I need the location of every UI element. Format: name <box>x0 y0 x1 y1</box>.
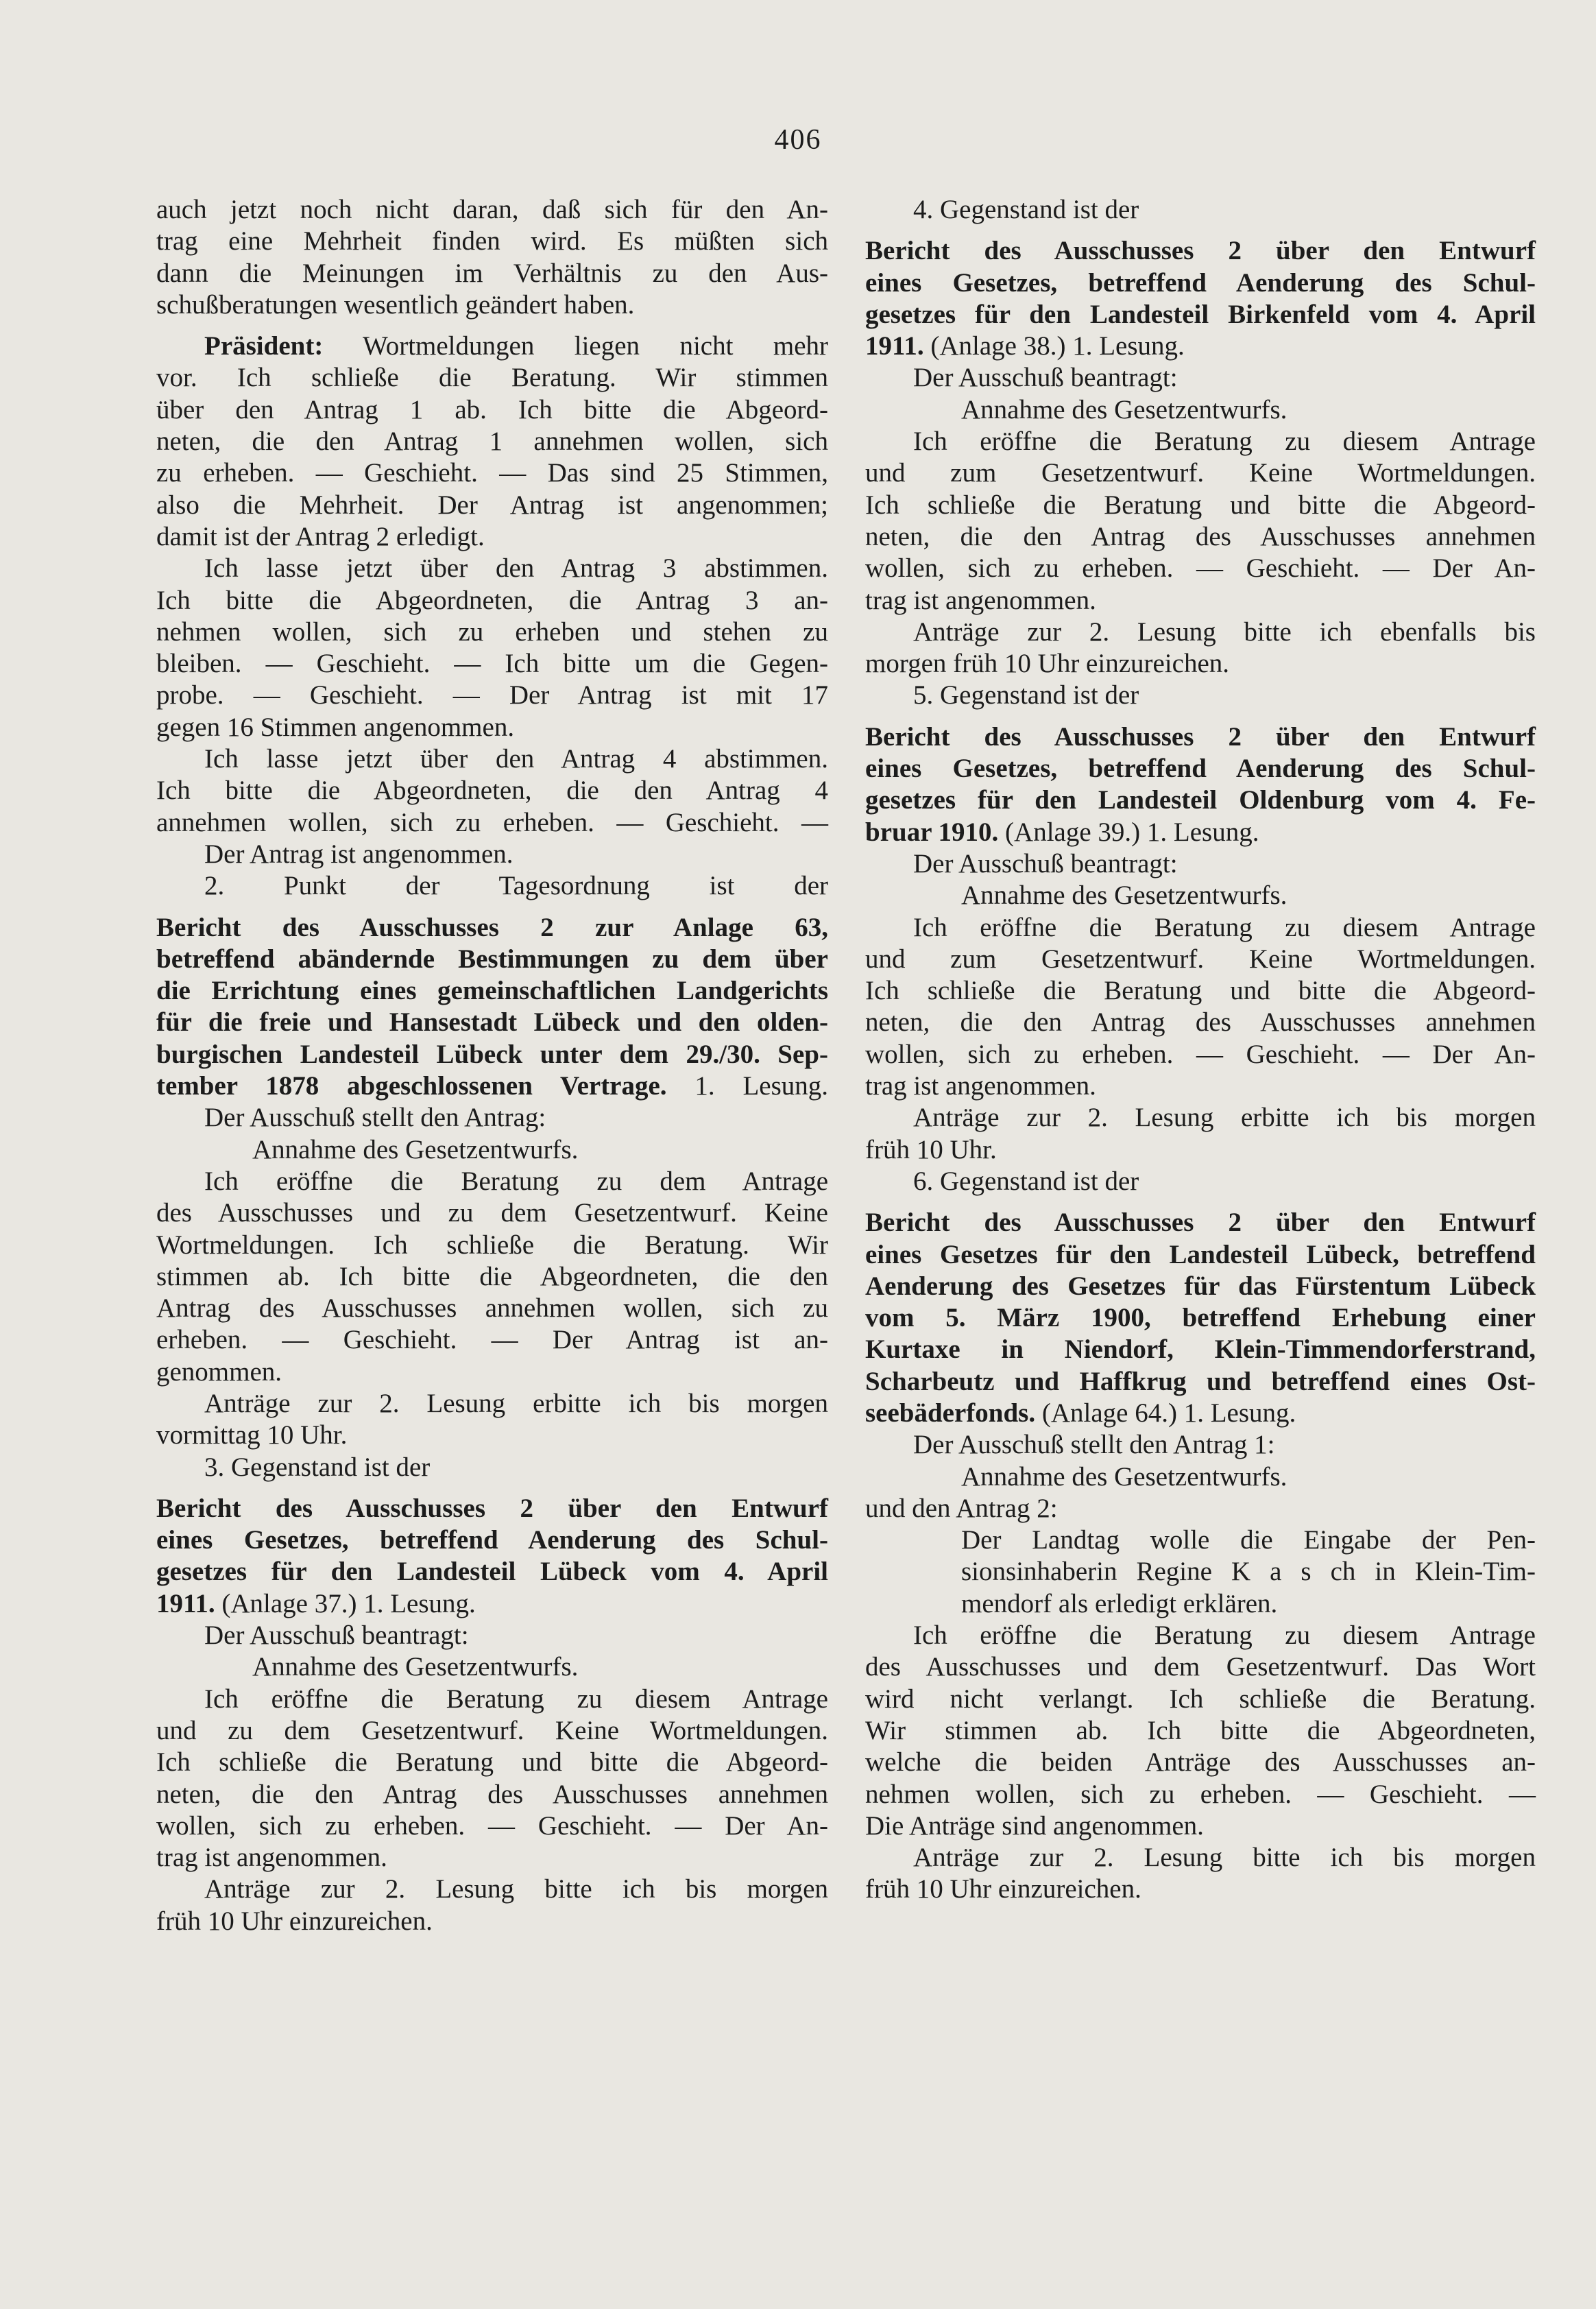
line-text: Bericht des Ausschusses 2 über den Entwurf <box>156 1493 828 1523</box>
line-text: schußberatungen wesentlich geändert haben. <box>156 289 635 320</box>
text-line <box>865 1166 1536 1197</box>
line-text: wollen, sich zu erheben. — Geschieht. — Der An- <box>865 553 1536 584</box>
line-text: Anträge zur 2. Lesung erbitte ich bis morgen <box>204 1388 828 1418</box>
text-line <box>156 426 828 457</box>
line-text: bleiben. — Geschieht. — Ich bitte um die Gegen- <box>156 649 828 679</box>
text-line <box>865 1556 1536 1588</box>
line-text: Ich eröffne die Beratung zu diesem Antrage <box>913 1620 1536 1651</box>
line-text: des Ausschusses und zu dem Gesetzentwurf. Keine <box>156 1198 828 1228</box>
line-text: trag eine Mehrheit finden wird. Es müßten sich <box>156 226 828 256</box>
text-line <box>865 848 1536 880</box>
text-line <box>865 617 1536 648</box>
line-text: eines Gesetzes, betreffend Aenderung des Schul- <box>156 1525 828 1555</box>
text-line <box>156 1039 828 1070</box>
line-text: und zu dem Gesetzentwurf. Keine Wortmeldungen. <box>156 1715 828 1745</box>
text-line <box>156 331 828 362</box>
line-text: Anträge zur 2. Lesung bitte ich bis morgen <box>913 1843 1536 1873</box>
line-text: eines Gesetzes, betreffend Aenderung des Schul- <box>865 754 1536 784</box>
text-line <box>156 912 828 944</box>
bold-text: seebäderfonds. <box>865 1398 1036 1428</box>
line-text: gegen 16 Stimmen angenommen. <box>156 712 515 742</box>
line-text: Bericht des Ausschusses 2 über den Entwurf <box>865 1208 1536 1238</box>
text-line <box>865 1810 1536 1842</box>
text-line <box>156 490 828 521</box>
line-text: Die Anträge sind angenommen. <box>865 1810 1204 1841</box>
line-text: betreffend abändernde Bestimmungen zu dem über <box>156 944 828 974</box>
text-line <box>865 1874 1536 1905</box>
text-line <box>156 362 828 394</box>
line-text: nehmen wollen, sich zu erheben und stehen zu <box>156 617 828 647</box>
line-text: Ich eröffne die Beratung zu diesem Antrage <box>204 1684 828 1714</box>
text-line <box>156 1493 828 1524</box>
line-text: Ich schließe die Beratung und bitte die Abgeord- <box>865 976 1536 1006</box>
text-line <box>156 617 828 648</box>
line-text: zu erheben. — Geschieht. — Das sind 25 Stimmen, <box>156 458 828 488</box>
line-text: Ich schließe die Beratung und bitte die Abgeord- <box>156 1747 828 1778</box>
text-line <box>156 1166 828 1197</box>
speaker-label: Präsident: <box>204 331 324 361</box>
line-text: 2. Punkt der Tagesordnung ist der <box>204 871 828 901</box>
text-line <box>865 585 1536 617</box>
line-text: Kurtaxe in Niendorf, Klein-Timmendorferstrand, <box>865 1335 1536 1365</box>
text-line <box>865 680 1536 711</box>
text-line <box>156 553 828 584</box>
line-text: Bericht des Ausschusses 2 über den Entwurf <box>865 721 1536 752</box>
text-line <box>865 648 1536 680</box>
line-text: Annahme des Gesetzentwurfs. <box>961 1461 1287 1492</box>
line-text: also die Mehrheit. Der Antrag ist angenommen; <box>156 490 828 520</box>
line-text: eines Gesetzes, betreffend Aenderung des Schul- <box>865 267 1536 298</box>
text-line <box>865 1429 1536 1461</box>
line-text: Der Ausschuß beantragt: <box>913 363 1178 393</box>
text-line <box>156 1293 828 1324</box>
bold-text: bruar 1910. <box>865 817 999 847</box>
text-line <box>865 1588 1536 1620</box>
text-line <box>156 457 828 489</box>
text-line <box>865 1651 1536 1683</box>
text-line <box>156 1747 828 1778</box>
text-line <box>156 743 828 775</box>
line-text: Der Ausschuß beantragt: <box>913 848 1178 878</box>
line-text: 4. Gegenstand ist der <box>913 195 1139 224</box>
line-text: neten, die den Antrag des Ausschusses annehmen <box>156 1779 828 1809</box>
line-text: Der Ausschuß beantragt: <box>204 1620 469 1651</box>
text-line <box>865 394 1536 426</box>
text-line <box>865 362 1536 394</box>
line-text: Annahme des Gesetzentwurfs. <box>252 1134 579 1164</box>
text-line <box>865 1461 1536 1493</box>
line-text: die Errichtung eines gemeinschaftlichen Landgerichts <box>156 976 828 1006</box>
line-text: Anträge zur 2. Lesung erbitte ich bis morgen <box>913 1103 1536 1133</box>
line-text: morgen früh 10 Uhr einzureichen. <box>865 649 1230 679</box>
text-line <box>865 553 1536 584</box>
line-text: Bericht des Ausschusses 2 über den Entwurf <box>865 236 1536 266</box>
text-line <box>156 1197 828 1229</box>
text-line <box>865 1715 1536 1747</box>
line-text: Anträge zur 2. Lesung bitte ich ebenfalls bis <box>913 617 1536 647</box>
line-text: damit ist der Antrag 2 erledigt. <box>156 521 485 551</box>
text-line <box>156 1102 828 1134</box>
text-line <box>865 194 1536 226</box>
text-line <box>156 1620 828 1651</box>
text-line <box>865 267 1536 299</box>
line-text: und zum Gesetzentwurf. Keine Wortmeldungen. <box>865 944 1536 974</box>
text-line <box>156 839 828 870</box>
line-text: trag ist angenommen. <box>865 1071 1096 1101</box>
line-text: trag ist angenommen. <box>865 585 1096 615</box>
bold-text: 1911. <box>156 1588 215 1618</box>
line-text: Ich lasse jetzt über den Antrag 4 abstimmen. <box>204 744 828 774</box>
text-line <box>156 1842 828 1874</box>
text-line <box>156 1556 828 1588</box>
text-line <box>865 1620 1536 1651</box>
text-line <box>865 785 1536 816</box>
right-column <box>865 194 1536 1906</box>
text-line <box>865 1747 1536 1778</box>
line-text: früh 10 Uhr einzureichen. <box>865 1874 1141 1904</box>
line-text: burgischen Landesteil Lübeck unter dem 29./30. Sep- <box>156 1039 828 1069</box>
text-line <box>156 1134 828 1166</box>
line-text: für die freie und Hansestadt Lübeck und den olden- <box>156 1007 828 1038</box>
line-text: Annahme des Gesetzentwurfs. <box>252 1652 579 1682</box>
line-text: neten, die den Antrag des Ausschusses annehmen <box>865 1007 1536 1038</box>
line-text: neten, die den Antrag des Ausschusses annehmen <box>865 521 1536 551</box>
text-line <box>865 1007 1536 1038</box>
line-text: über den Antrag 1 ab. Ich bitte die Abgeord- <box>156 394 828 424</box>
text-line <box>156 944 828 975</box>
text-line <box>865 426 1536 457</box>
line-text: Wir stimmen ab. Ich bitte die Abgeordneten, <box>865 1715 1536 1745</box>
text-line <box>156 226 828 257</box>
text-line <box>156 1779 828 1810</box>
text-line <box>156 521 828 553</box>
line-text: des Ausschusses und dem Gesetzentwurf. Das Wort <box>865 1652 1536 1682</box>
text-line <box>156 585 828 617</box>
line-text: vor. Ich schließe die Beratung. Wir stimmen <box>156 363 828 393</box>
line-text: Wortmeldungen. Ich schließe die Beratung. Wir <box>156 1230 828 1260</box>
text-line <box>156 1651 828 1683</box>
text-line <box>865 975 1536 1007</box>
page-number: 406 <box>774 124 822 156</box>
line-text: Der Ausschuß stellt den Antrag 1: <box>913 1430 1275 1460</box>
text-line <box>156 1588 828 1620</box>
line-text: Scharbeutz und Haffkrug und betreffend eines Ost- <box>865 1366 1536 1396</box>
line-text: früh 10 Uhr. <box>865 1134 997 1164</box>
text-line <box>865 1398 1536 1429</box>
text-line <box>156 1070 828 1102</box>
text-line <box>865 753 1536 785</box>
text-line <box>865 1779 1536 1810</box>
text-line <box>865 1366 1536 1398</box>
text-line <box>865 331 1536 362</box>
line-text: trag ist angenommen. <box>156 1843 387 1873</box>
line-text: 1. Lesung. <box>666 1071 828 1101</box>
line-text: Der Antrag ist angenommen. <box>204 839 513 869</box>
text-line <box>156 258 828 289</box>
line-text: nehmen wollen, sich zu erheben. — Geschieht. — <box>865 1779 1536 1809</box>
line-text: gesetzes für den Landesteil Oldenburg vom 4. Fe- <box>865 785 1536 815</box>
text-line <box>865 1070 1536 1102</box>
line-text: früh 10 Uhr einzureichen. <box>156 1906 433 1936</box>
text-line <box>156 1356 828 1388</box>
text-line <box>156 870 828 902</box>
line-text: Ich eröffne die Beratung zu diesem Antrage <box>913 912 1536 942</box>
bold-text: 1911. <box>865 331 924 361</box>
text-line <box>156 1524 828 1556</box>
line-text: 6. Gegenstand ist der <box>913 1166 1139 1196</box>
text-line <box>865 817 1536 848</box>
bold-text: tember 1878 abgeschlossenen Vertrage. <box>156 1071 667 1101</box>
line-text: wird nicht verlangt. Ich schließe die Beratung. <box>865 1684 1536 1714</box>
text-line <box>156 775 828 806</box>
text-line <box>865 1207 1536 1239</box>
text-line <box>865 1271 1536 1302</box>
line-text: auch jetzt noch nicht daran, daß sich für den An- <box>156 195 828 224</box>
line-text: Ich bitte die Abgeordneten, die den Antrag 4 <box>156 776 828 806</box>
text-line <box>865 912 1536 944</box>
line-text: 3. Gegenstand ist der <box>204 1452 431 1482</box>
text-line <box>865 490 1536 521</box>
text-line <box>865 721 1536 753</box>
line-text: Ich lasse jetzt über den Antrag 3 abstimmen. <box>204 553 828 584</box>
text-line <box>156 1324 828 1356</box>
text-line <box>865 1334 1536 1365</box>
line-text: (Anlage 64.) 1. Lesung. <box>1035 1398 1296 1428</box>
text-line <box>156 1906 828 1937</box>
line-text: eines Gesetzes für den Landesteil Lübeck, betreffend <box>865 1239 1536 1269</box>
text-line <box>865 1684 1536 1715</box>
text-line <box>156 194 828 226</box>
line-text: gesetzes für den Landesteil Lübeck vom 4. April <box>156 1557 828 1587</box>
text-line <box>156 289 828 321</box>
text-line <box>156 807 828 839</box>
text-line <box>865 944 1536 975</box>
text-line <box>865 1134 1536 1166</box>
line-text: (Anlage 38.) 1. Lesung. <box>923 331 1185 361</box>
line-text: sionsinhaberin Regine K a s ch in Klein-Tim- <box>961 1557 1536 1587</box>
text-line <box>156 712 828 743</box>
left-column <box>156 194 828 1937</box>
line-text: Ich eröffne die Beratung zu dem Antrage <box>204 1166 828 1196</box>
text-line <box>865 1102 1536 1134</box>
text-line <box>865 235 1536 267</box>
line-text: Aenderung des Gesetzes für das Fürstentum Lübeck <box>865 1271 1536 1301</box>
text-line <box>865 1239 1536 1271</box>
text-line <box>156 1715 828 1747</box>
text-line <box>156 1810 828 1842</box>
text-line <box>156 1230 828 1261</box>
text-line <box>865 1524 1536 1556</box>
line-text: Bericht des Ausschusses 2 zur Anlage 63, <box>156 912 828 942</box>
text-line <box>156 1452 828 1483</box>
line-text: dann die Meinungen im Verhältnis zu den Aus- <box>156 258 828 288</box>
line-text: probe. — Geschieht. — Der Antrag ist mit 17 <box>156 680 828 710</box>
text-line <box>156 1261 828 1293</box>
line-text: Wortmeldungen liegen nicht mehr <box>323 331 828 361</box>
line-text: Annahme des Gesetzentwurfs. <box>961 394 1287 424</box>
line-text: erheben. — Geschieht. — Der Antrag ist an- <box>156 1325 828 1355</box>
text-line <box>156 1007 828 1038</box>
text-line <box>865 299 1536 331</box>
line-text: vormittag 10 Uhr. <box>156 1420 348 1450</box>
line-text: Der Landtag wolle die Eingabe der Pen- <box>961 1525 1536 1555</box>
text-line <box>156 394 828 426</box>
line-text: Annahme des Gesetzentwurfs. <box>961 881 1287 911</box>
line-text: gesetzes für den Landesteil Birkenfeld vom 4. April <box>865 299 1536 329</box>
text-line <box>156 1874 828 1905</box>
line-text: genommen. <box>156 1356 282 1387</box>
line-text: neten, die den Antrag 1 annehmen wollen, sich <box>156 427 828 457</box>
line-text: 5. Gegenstand ist der <box>913 680 1139 710</box>
text-line <box>865 880 1536 911</box>
text-line <box>156 680 828 711</box>
text-line <box>156 648 828 680</box>
line-text: Ich eröffne die Beratung zu diesem Antrage <box>913 427 1536 457</box>
text-line <box>865 457 1536 489</box>
line-text: annehmen wollen, sich zu erheben. — Geschieht. — <box>156 807 828 837</box>
line-text: wollen, sich zu erheben. — Geschieht. — Der An- <box>156 1810 828 1841</box>
line-text: und zum Gesetzentwurf. Keine Wortmeldungen. <box>865 458 1536 488</box>
text-line <box>156 1388 828 1420</box>
text-line <box>865 521 1536 553</box>
line-text: (Anlage 37.) 1. Lesung. <box>215 1588 476 1618</box>
text-line <box>865 1842 1536 1874</box>
line-text: und den Antrag 2: <box>865 1493 1058 1523</box>
line-text: welche die beiden Anträge des Ausschusses an- <box>865 1747 1536 1778</box>
line-text: Anträge zur 2. Lesung bitte ich bis morgen <box>204 1874 828 1904</box>
line-text: wollen, sich zu erheben. — Geschieht. — Der An- <box>865 1039 1536 1069</box>
text-line <box>865 1493 1536 1524</box>
line-text: (Anlage 39.) 1. Lesung. <box>998 817 1259 847</box>
text-line <box>156 975 828 1007</box>
text-line <box>865 1302 1536 1334</box>
line-text: stimmen ab. Ich bitte die Abgeordneten, die den <box>156 1261 828 1291</box>
line-text: Antrag des Ausschusses annehmen wollen, sich zu <box>156 1293 828 1324</box>
text-line <box>156 1684 828 1715</box>
line-text: mendorf als erledigt erklären. <box>961 1588 1278 1618</box>
line-text: Ich bitte die Abgeordneten, die Antrag 3 an- <box>156 585 828 615</box>
line-text: Der Ausschuß stellt den Antrag: <box>204 1103 546 1133</box>
line-text: Ich schließe die Beratung und bitte die Abgeord- <box>865 490 1536 520</box>
line-text: vom 5. März 1900, betreffend Erhebung einer <box>865 1303 1536 1333</box>
text-line <box>865 1039 1536 1070</box>
text-line <box>156 1420 828 1451</box>
